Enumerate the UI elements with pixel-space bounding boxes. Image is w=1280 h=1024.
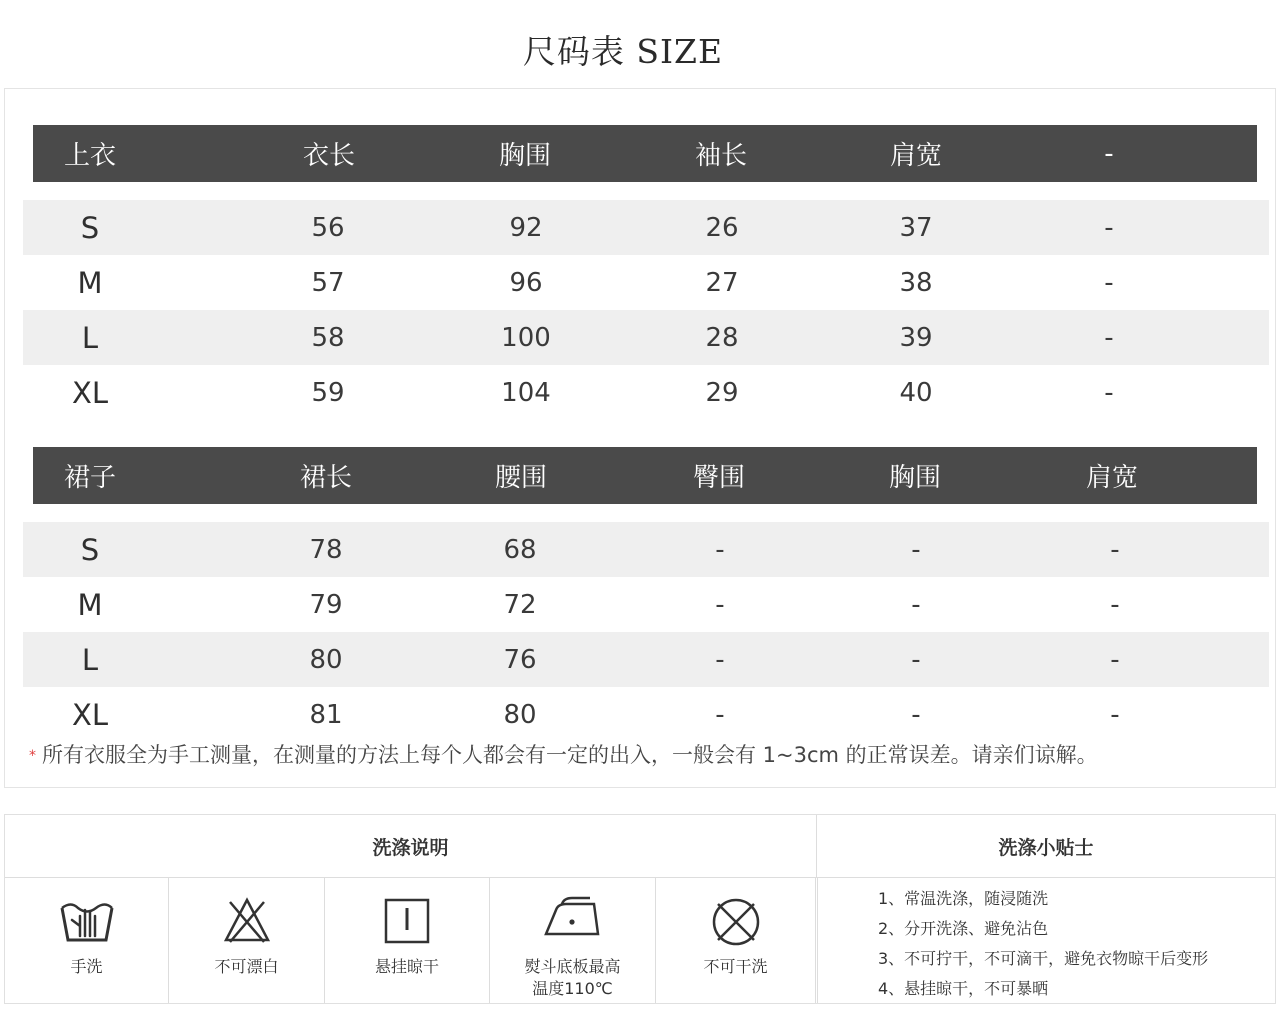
table-cell: 80 bbox=[503, 699, 537, 730]
header-cell: 胸围 bbox=[498, 141, 551, 171]
list-item: 1、常温洗涤，随浸随洗 bbox=[878, 889, 1049, 908]
care-tips-title: 洗涤小贴士 bbox=[816, 815, 1275, 878]
size-label: S bbox=[80, 532, 100, 567]
care-symbol-iron bbox=[490, 878, 656, 1003]
header-cell: 上衣 bbox=[63, 141, 116, 171]
table-cell: - bbox=[1110, 589, 1120, 620]
list-item: 3、不可拧干，不可滴干，避免衣物晾干后变形 bbox=[878, 949, 1209, 968]
size-label: M bbox=[77, 587, 103, 622]
size-label: S bbox=[80, 210, 100, 245]
iron-icon bbox=[542, 896, 604, 940]
table-cell: - bbox=[911, 644, 921, 675]
skirt-size-table bbox=[23, 447, 1269, 742]
table-cell: 104 bbox=[501, 377, 551, 408]
care-symbol-no-dry-clean bbox=[656, 878, 816, 1003]
size-label: XL bbox=[71, 697, 109, 732]
table-cell: - bbox=[715, 699, 725, 730]
table-header bbox=[33, 447, 1257, 504]
table-cell: 29 bbox=[705, 377, 739, 408]
table-header bbox=[33, 125, 1257, 182]
symbol-label: 手洗 bbox=[70, 957, 103, 976]
table-row bbox=[23, 200, 1269, 255]
top-size-table bbox=[23, 125, 1269, 420]
table-cell: 96 bbox=[509, 267, 543, 298]
header-cell: 衣长 bbox=[302, 141, 355, 171]
table-cell: - bbox=[715, 589, 725, 620]
symbol-label bbox=[490, 956, 655, 1000]
table-cell: - bbox=[1104, 267, 1114, 298]
table-row bbox=[23, 310, 1269, 365]
header-cell: 裙子 bbox=[63, 463, 116, 493]
table-row bbox=[23, 632, 1269, 687]
table-cell: 26 bbox=[705, 212, 739, 243]
size-label: L bbox=[81, 642, 99, 677]
care-tips-list bbox=[817, 878, 1273, 1003]
table-cell: 58 bbox=[311, 322, 345, 353]
table-cell: - bbox=[1110, 534, 1120, 565]
table-cell: 57 bbox=[311, 267, 345, 298]
header-cell: 腰围 bbox=[494, 463, 547, 493]
table-cell: 100 bbox=[501, 322, 551, 353]
note-asterisk: * bbox=[29, 748, 36, 764]
table-cell: 59 bbox=[311, 377, 345, 408]
header-cell: 裙长 bbox=[299, 463, 352, 493]
table-cell: 81 bbox=[309, 699, 343, 730]
no-dry-clean-icon bbox=[710, 896, 762, 948]
no-bleach-icon bbox=[222, 896, 272, 944]
table-cell: 56 bbox=[311, 212, 345, 243]
header-cell: 臀围 bbox=[692, 463, 745, 493]
size-label: XL bbox=[71, 375, 109, 410]
table-row bbox=[23, 522, 1269, 577]
table-cell: 76 bbox=[503, 644, 537, 675]
measurement-note bbox=[29, 739, 1269, 769]
header-cell: 肩宽 bbox=[1085, 463, 1138, 493]
table-row bbox=[23, 687, 1269, 742]
table-row bbox=[23, 255, 1269, 310]
symbol-label: 不可干洗 bbox=[703, 957, 768, 976]
table-cell: - bbox=[715, 534, 725, 565]
care-symbol-no-bleach bbox=[169, 878, 325, 1003]
table-cell: 27 bbox=[705, 267, 739, 298]
table-cell: - bbox=[715, 644, 725, 675]
table-cell: 37 bbox=[899, 212, 933, 243]
table-cell: - bbox=[1104, 322, 1114, 353]
symbol-label: 悬挂晾干 bbox=[374, 957, 439, 976]
table-cell: 79 bbox=[309, 589, 343, 620]
symbol-label-line2: 温度110℃ bbox=[532, 979, 613, 998]
header-cell: - bbox=[1104, 138, 1114, 169]
symbol-label: 不可漂白 bbox=[214, 957, 279, 976]
table-cell: - bbox=[1104, 212, 1114, 243]
table-cell: - bbox=[911, 534, 921, 565]
table-cell: - bbox=[1110, 644, 1120, 675]
list-item: 4、悬挂晾干，不可暴晒 bbox=[878, 979, 1049, 998]
hand-wash-icon bbox=[58, 896, 116, 946]
care-symbol-hang-dry bbox=[325, 878, 490, 1003]
size-label: L bbox=[81, 320, 99, 355]
care-symbol-hand-wash bbox=[5, 878, 169, 1003]
list-item: 2、分开洗涤、避免沾色 bbox=[878, 919, 1049, 938]
table-cell: - bbox=[911, 589, 921, 620]
table-cell: 28 bbox=[705, 322, 739, 353]
hang-dry-icon bbox=[382, 896, 432, 946]
table-cell: 40 bbox=[899, 377, 933, 408]
page-title: 尺码表 SIZE bbox=[522, 32, 724, 71]
table-cell: - bbox=[911, 699, 921, 730]
header-cell: 肩宽 bbox=[889, 141, 942, 171]
table-cell: 78 bbox=[309, 534, 343, 565]
table-cell: 92 bbox=[509, 212, 543, 243]
table-cell: 72 bbox=[503, 589, 537, 620]
table-cell: 68 bbox=[503, 534, 537, 565]
care-panel bbox=[4, 814, 1276, 1004]
size-chart-panel bbox=[4, 88, 1276, 788]
table-row bbox=[23, 365, 1269, 420]
table-cell: 38 bbox=[899, 267, 933, 298]
header-cell: 袖长 bbox=[694, 141, 747, 171]
table-cell: - bbox=[1104, 377, 1114, 408]
header-cell: 胸围 bbox=[888, 463, 941, 493]
size-label: M bbox=[77, 265, 103, 300]
care-instructions-title: 洗涤说明 bbox=[5, 815, 816, 878]
table-cell: - bbox=[1110, 699, 1120, 730]
symbol-label-line1: 熨斗底板最高 bbox=[524, 957, 621, 976]
table-cell: 39 bbox=[899, 322, 933, 353]
table-cell: 80 bbox=[309, 644, 343, 675]
note-text: 所有衣服全为手工测量，在测量的方法上每个人都会有一定的出入，一般会有 1~3cm 的正常误差。请亲们谅解。 bbox=[42, 743, 1098, 767]
table-row bbox=[23, 577, 1269, 632]
